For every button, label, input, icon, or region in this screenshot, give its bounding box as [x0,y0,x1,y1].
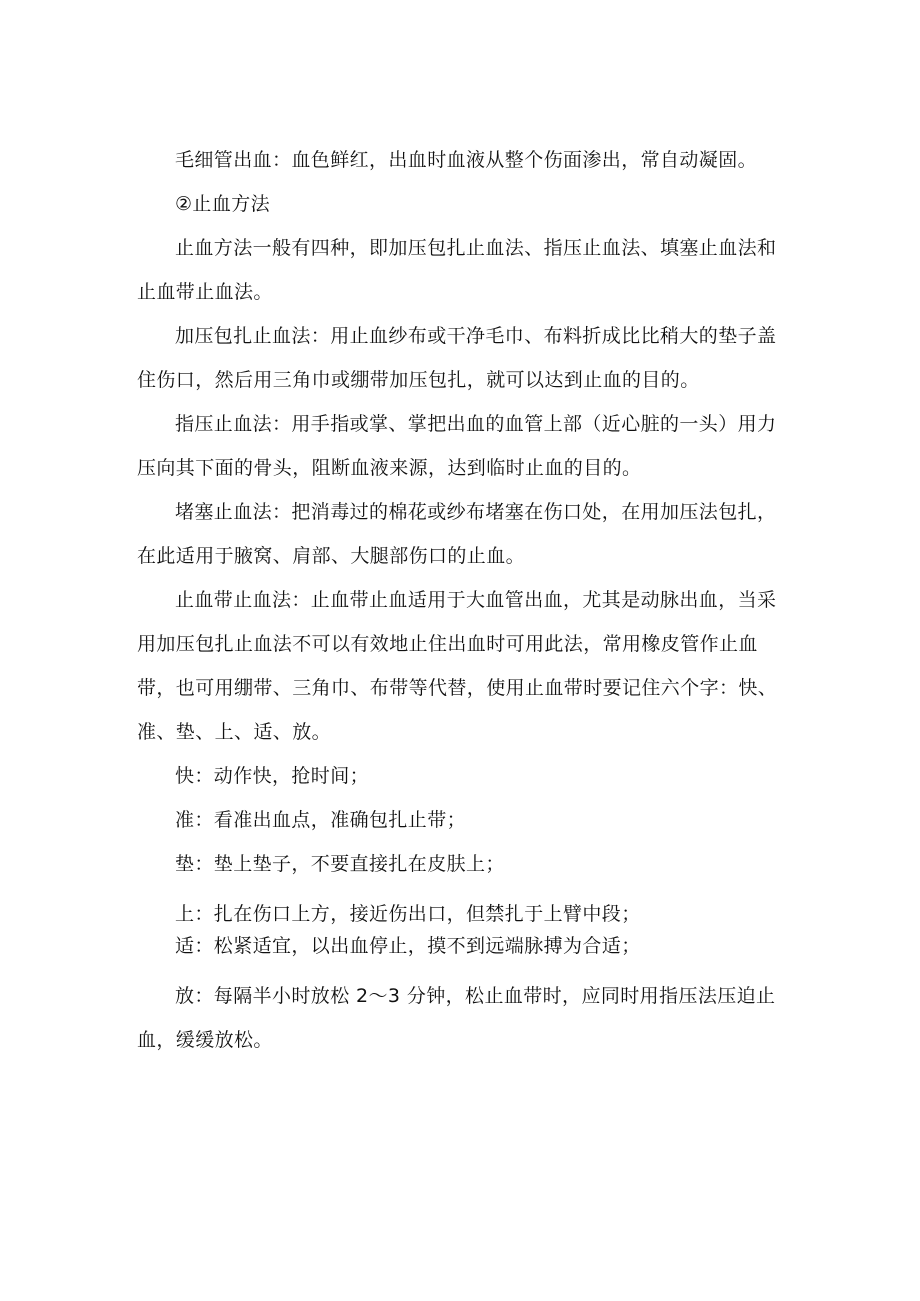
paragraph-pressure-bandage: 加压包扎止血法：用止血纱布或干净毛巾、布料折成比比稍大的垫子盖住伤口，然后用三角巾或绷带加压包扎，就可以达到止血的目的。 [137,325,777,391]
document-body [137,138,787,1062]
spacer [137,962,787,974]
section-heading-hemostasis-methods: ②止血方法 [175,193,271,215]
list-item-fast: 快：动作快，抢时间； [175,765,370,787]
paragraph-four-methods: 止血方法一般有四种，即加压包扎止血法、指压止血法、填塞止血法和止血带止血法。 [137,237,777,303]
list-item-suitable: 适：松紧适宜，以出血停止，摸不到远端脉搏为合适； [175,935,641,957]
list-item-above: 上：扎在伤口上方，接近伤出口，但禁扎于上臂中段； [175,903,641,925]
paragraph-tourniquet: 止血带止血法：止血带止血适用于大血管出血，尤其是动脉出血，当采用加压包扎止血法不可以有效地止住出血时可用此法，常用橡皮管作止血带，也可用绷带、三角巾、布带等代替，使用止血带时要记住六个字：快、准、垫、上、适、放。 [137,589,778,743]
list-item-pad: 垫：垫上垫子，不要直接扎在皮肤上； [175,853,505,875]
paragraph-finger-pressure: 指压止血法：用手指或掌、掌把出血的血管上部（近心脏的一头）用力压向其下面的骨头，阻断血液来源，达到临时止血的目的。 [137,413,777,479]
list-item-release: 放：每隔半小时放松 2～3 分钟，松止血带时，应同时用指压法压迫止血，缓缓放松。 [137,985,776,1051]
spacer [137,886,787,898]
paragraph-packing: 堵塞止血法：把消毒过的棉花或纱布堵塞在伤口处，在用加压法包扎，在此适用于腋窝、肩部、大腿部伤口的止血。 [137,501,777,567]
paragraph-capillary-bleeding: 毛细管出血：血色鲜红，出血时血液从整个伤面渗出，常自动凝固。 [175,149,758,171]
list-item-accurate: 准：看准出血点，准确包扎止带； [175,809,467,831]
